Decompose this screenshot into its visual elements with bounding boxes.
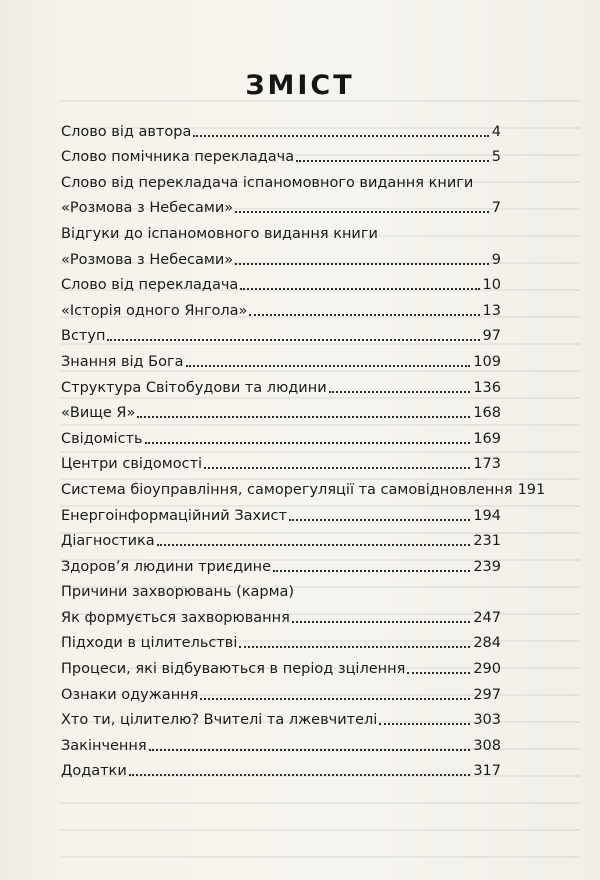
toc-entry <box>61 728 501 754</box>
dot-leader <box>296 160 489 162</box>
toc-entry-title: Закінчення <box>61 737 147 754</box>
dot-leader <box>289 519 470 521</box>
toc-entry-page-number: 4 <box>491 123 501 140</box>
dot-leader <box>407 672 470 674</box>
dot-leader <box>193 135 488 137</box>
toc-entry-page-number: 136 <box>473 379 501 396</box>
toc-entry-page-number: 297 <box>473 686 501 703</box>
toc-entry-title: Слово від перекладача <box>61 277 239 294</box>
toc-entry-page-number: 173 <box>473 456 501 473</box>
toc-entry-title: Хто ти, цілителю? Вчителі та лжевчителі <box>61 712 378 729</box>
toc-entry-title: Процеси, які відбуваються в період зцілення <box>61 661 406 678</box>
toc-entry-title: Додатки <box>61 763 127 780</box>
toc-entry-page-number: 97 <box>482 328 501 345</box>
toc-entry-page-number: 9 <box>491 251 501 268</box>
toc-entry <box>61 140 501 166</box>
toc-entry-title: «Розмова з Небесами» <box>61 200 234 217</box>
toc-entry-page-number: 194 <box>473 507 501 524</box>
dot-leader <box>239 646 470 648</box>
toc-entry-page-number: 7 <box>491 200 501 217</box>
toc-entry-title: Свідомість <box>61 430 143 447</box>
toc-entry-title: Діагностика <box>61 533 155 550</box>
dot-leader <box>249 314 479 316</box>
toc-entry-title: Система біоуправління, саморегуляції та самовідновлення <box>61 481 513 498</box>
toc-entry <box>61 268 501 294</box>
toc-entry-page-number: 239 <box>473 558 501 575</box>
toc-entry-title: Слово від автора <box>61 123 192 140</box>
dot-leader <box>329 391 471 393</box>
toc-entry <box>61 421 501 447</box>
toc-entry <box>61 319 501 345</box>
toc-entry-title: Слово помічника перекладача <box>61 149 295 166</box>
dot-leader <box>240 288 479 290</box>
dot-leader <box>107 339 479 341</box>
toc-entry <box>61 293 501 319</box>
toc-entry-title: Вступ <box>61 328 106 345</box>
toc-entry-title: Ознаки одужання <box>61 686 199 703</box>
toc-entry-page-number: 231 <box>473 533 501 550</box>
toc-entry-page-number: 284 <box>473 635 501 652</box>
toc-entry <box>61 191 501 217</box>
toc-entry <box>61 370 501 396</box>
toc-entry <box>61 344 501 370</box>
toc-entry <box>61 447 501 473</box>
toc-entry-page-number: 308 <box>473 737 501 754</box>
toc-entry-title: Структура Світобудови та людини <box>61 379 327 396</box>
dot-leader <box>137 416 470 418</box>
toc-entry-page-number: 10 <box>482 277 501 294</box>
dot-leader <box>235 211 489 213</box>
dot-leader <box>292 621 471 623</box>
toc-entry <box>61 216 501 242</box>
toc-entry-title: Енергоінформаційний Захист <box>61 507 287 524</box>
toc-entry <box>61 575 501 601</box>
dot-leader <box>379 723 470 725</box>
toc-entry <box>61 549 501 575</box>
toc-entry <box>61 600 501 626</box>
toc-entry <box>61 114 501 140</box>
toc-entry-page-number: 303 <box>473 712 501 729</box>
dot-leader <box>273 570 470 572</box>
toc-entry <box>61 677 501 703</box>
toc-entry-title: Здоров’я людини триєдине <box>61 558 272 575</box>
dot-leader <box>129 774 471 776</box>
page-title: ЗМІСТ <box>245 70 355 101</box>
toc-entry-title: Причини захворювань (карма) <box>61 584 295 601</box>
toc-entry-page-number: 247 <box>473 609 501 626</box>
dot-leader <box>145 442 471 444</box>
toc-entry-page-number: 191 <box>517 481 546 498</box>
toc-entry-title: Знання від Бога <box>61 353 184 370</box>
toc-entry-page-number: 109 <box>473 353 501 370</box>
table-of-contents <box>61 114 546 780</box>
dot-leader <box>149 749 471 751</box>
toc-entry-page-number: 13 <box>482 302 501 319</box>
dot-leader <box>186 365 471 367</box>
toc-entry <box>61 498 501 524</box>
toc-entry-title: Як формується захворювання <box>61 609 290 626</box>
dot-leader <box>157 544 471 546</box>
toc-entry <box>61 754 501 780</box>
toc-entry <box>61 626 501 652</box>
toc-entry-title: «Розмова з Небесами» <box>61 251 234 268</box>
toc-entry-title: Підходи в цілительстві <box>61 635 238 652</box>
toc-entry <box>61 396 501 422</box>
toc-entry-page-number: 169 <box>473 430 501 447</box>
toc-entry-title: Слово від перекладача іспаномовного видання книги <box>61 174 474 191</box>
toc-entry-title: Центри свідомості <box>61 456 203 473</box>
toc-entry <box>61 242 501 268</box>
toc-entry-title: «Історія одного Янгола» <box>61 302 248 319</box>
toc-entry-page-number: 290 <box>473 661 501 678</box>
toc-entry <box>61 472 546 498</box>
toc-entry <box>61 165 501 191</box>
toc-entry-title: «Вище Я» <box>61 405 136 422</box>
toc-entry <box>61 651 501 677</box>
toc-entry-title: Відгуки до іспаномовного видання книги <box>61 225 378 242</box>
toc-entry <box>61 524 501 550</box>
toc-entry-page-number: 5 <box>491 149 501 166</box>
toc-entry-page-number: 168 <box>473 405 501 422</box>
dot-leader <box>200 698 470 700</box>
toc-entry-page-number: 317 <box>473 763 501 780</box>
dot-leader <box>235 263 489 265</box>
dot-leader <box>204 467 470 469</box>
toc-entry <box>61 703 501 729</box>
